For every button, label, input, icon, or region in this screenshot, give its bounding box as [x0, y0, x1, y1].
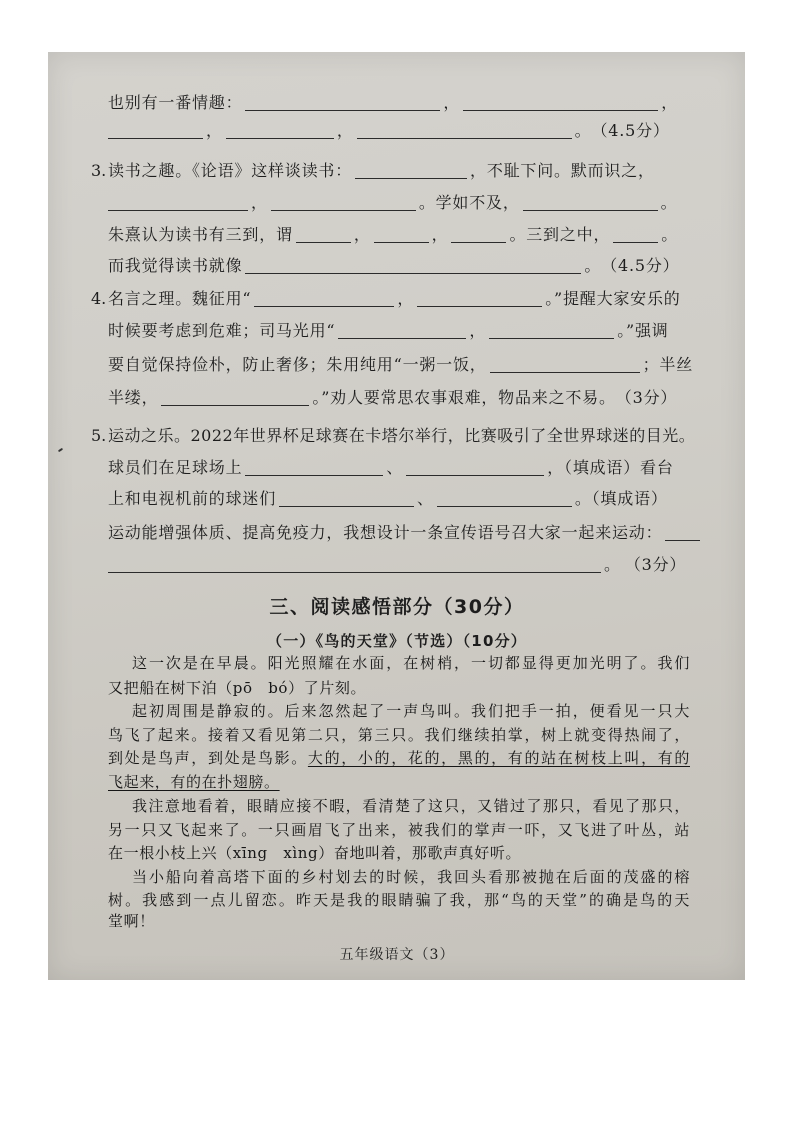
answer-blank — [489, 322, 614, 339]
passage-line: 我注意地看着，眼睛应接不暇，看清楚了这只，又错过了那只，看见了那只， — [132, 797, 690, 815]
prompt-text: 。”劝人要常思农事艰难，物品来之不易。 — [312, 388, 616, 407]
answer-blank — [245, 257, 581, 274]
punctuation: 。 — [660, 193, 678, 212]
q4-line-4 — [108, 387, 677, 409]
passage-line: 树。我感到一点儿留恋。昨天是我的眼睛骗了我，那“鸟的天堂”的确是鸟的天 — [108, 891, 690, 909]
prompt-text: ，不耻下问。默而识之， — [470, 161, 655, 180]
prompt-text: 要自觉保持俭朴，防止奢侈；朱用纯用“一粥一饭， — [108, 355, 487, 374]
q3-line-3 — [108, 224, 678, 246]
question-number-5: 5. — [91, 426, 107, 445]
answer-blank — [613, 226, 658, 243]
score-label: （3分） — [632, 555, 687, 574]
punctuation: 、 — [386, 458, 404, 477]
punctuation: ， — [397, 289, 415, 308]
answer-blank — [406, 459, 544, 476]
q4-line-1 — [108, 288, 681, 310]
prompt-text: 。三到之中， — [509, 225, 611, 244]
punctuation: 。 — [574, 121, 592, 140]
score-label: （4.5分） — [599, 121, 670, 140]
passage-line: 鸟飞了起来。接着又看见第二只，第三只。我们继续拍掌，树上就变得热闹了， — [108, 726, 690, 744]
q3-line-4 — [108, 255, 679, 277]
punctuation: ， — [431, 225, 449, 244]
q4-line-2 — [108, 320, 669, 342]
question-number-4: 4. — [91, 289, 107, 308]
passage-line: 另一只又飞起来了。一只画眉飞了出来，被我们的掌声一吓，又飞进了叶丛，站 — [108, 821, 690, 839]
underlined-sentence: 飞起来，有的在扑翅膀。 — [108, 773, 280, 791]
punctuation: 。 — [661, 225, 679, 244]
section-heading: 三、阅读感悟部分（30分） — [269, 596, 525, 618]
q2-tail-line-2 — [108, 120, 670, 142]
prompt-text: 名言之理。魏征用“ — [108, 289, 252, 308]
prompt-text: 朱熹认为读书有三到，谓 — [108, 225, 293, 244]
answer-blank — [245, 94, 440, 111]
answer-blank — [490, 356, 640, 373]
punctuation: 、 — [417, 489, 434, 508]
page-footer: 五年级语文（3） — [339, 947, 455, 963]
punctuation: ， — [206, 121, 223, 140]
prompt-text: 也别有一番情趣： — [108, 93, 243, 112]
answer-blank — [463, 94, 658, 111]
prompt-text: 上和电视机前的球迷们 — [108, 489, 277, 508]
q3-line-2 — [108, 192, 677, 214]
q5-line-1 — [108, 425, 695, 447]
passage-line — [108, 748, 690, 768]
score-label: （4.5分） — [609, 256, 680, 275]
answer-blank — [108, 122, 203, 139]
punctuation: ， — [469, 321, 487, 340]
passage-line: 在一根小枝上兴（xīng xìng）奋地叫着，那歌声真好听。 — [108, 844, 522, 862]
prompt-text: 。”强调 — [617, 321, 669, 340]
answer-blank — [108, 194, 248, 211]
answer-blank — [357, 122, 572, 139]
underlined-sentence: 大的，小的，花的，黑的，有的站在树枝上叫，有的 — [307, 749, 690, 767]
passage-line: 当小船向着高塔下面的乡村划去的时候，我回头看那被抛在后面的茂盛的榕 — [132, 868, 690, 886]
punctuation: ， — [336, 121, 354, 140]
punctuation: ， — [443, 93, 461, 112]
answer-blank — [451, 226, 506, 243]
passage-text: 到处是鸟声，到处是鸟影。 — [108, 749, 308, 767]
answer-blank — [226, 122, 334, 139]
answer-blank — [108, 556, 601, 573]
answer-blank — [296, 226, 351, 243]
prompt-text: 读书之趣。《论语》这样谈读书： — [108, 161, 353, 180]
answer-blank — [245, 459, 383, 476]
q3-line-1 — [108, 160, 655, 182]
punctuation: ， — [353, 225, 371, 244]
prompt-text: ；半丝 — [642, 355, 693, 374]
score-label: （3分） — [623, 388, 678, 407]
punctuation: 。 — [604, 555, 621, 574]
answer-blank — [665, 524, 700, 541]
passage-subheading: （一）《鸟的天堂》（节选）（10分） — [267, 632, 527, 650]
answer-blank — [523, 194, 658, 211]
prompt-text: 。（填成语） — [574, 489, 668, 508]
answer-blank — [355, 162, 467, 179]
passage-line: 这一次是在早晨。阳光照耀在水面，在树梢，一切都显得更加光明了。我们 — [132, 654, 690, 672]
prompt-text: 。学如不及， — [418, 193, 520, 212]
prompt-text: 球员们在足球场上 — [108, 458, 243, 477]
punctuation: ， — [661, 93, 679, 112]
prompt-text: 运动之乐。2022年世界杯足球赛在卡塔尔举行，比赛吸引了全世界球迷的目光。 — [108, 426, 696, 445]
prompt-text: 而我觉得读书就像 — [108, 256, 243, 275]
punctuation: ， — [251, 193, 268, 212]
q2-tail-line-1 — [108, 92, 678, 114]
q5-line-4 — [108, 522, 703, 544]
prompt-text: 半缕， — [108, 388, 159, 407]
prompt-text: 。”提醒大家安乐的 — [545, 289, 681, 308]
passage-line: 堂啊！ — [108, 912, 155, 930]
answer-blank — [271, 194, 416, 211]
q5-line-3 — [108, 488, 668, 510]
prompt-text: 时候要考虑到危难；司马光用“ — [108, 321, 336, 340]
q4-line-3 — [108, 354, 693, 376]
answer-blank — [374, 226, 429, 243]
passage-line: 又把船在树下泊（pō bó）了片刻。 — [108, 679, 367, 697]
passage-line: 起初周围是静寂的。后来忽然起了一声鸟叫。我们把手一拍，便看见一只大 — [132, 702, 690, 720]
question-number-3: 3. — [91, 161, 107, 180]
answer-blank — [437, 490, 572, 507]
answer-blank — [161, 389, 309, 406]
answer-blank — [254, 290, 394, 307]
prompt-text: 运动能增强体质、提高免疫力，我想设计一条宣传语号召大家一起来运动： — [108, 523, 663, 542]
q5-line-5 — [108, 554, 686, 576]
punctuation: 。 — [584, 256, 602, 275]
q5-line-2 — [108, 457, 674, 479]
answer-blank — [279, 490, 414, 507]
passage-line — [108, 772, 280, 792]
prompt-text: ，（填成语）看台 — [547, 458, 674, 477]
answer-blank — [338, 322, 466, 339]
answer-blank — [417, 290, 542, 307]
